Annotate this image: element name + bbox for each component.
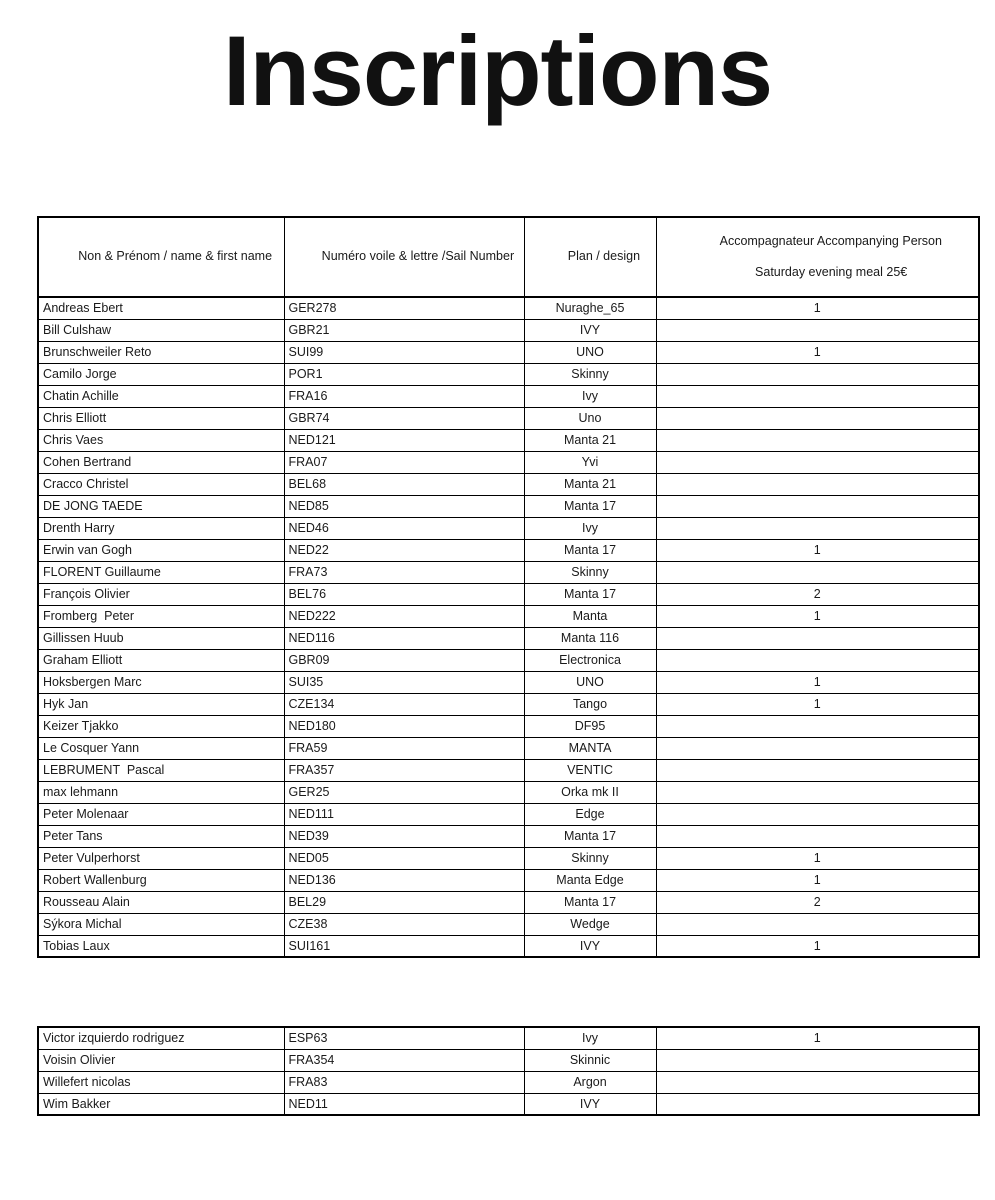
cell-sail-number: GBR09	[284, 649, 524, 671]
cell-plan: Manta 17	[524, 583, 656, 605]
cell-plan: Tango	[524, 693, 656, 715]
cell-plan: Manta Edge	[524, 869, 656, 891]
cell-accompanying: 1	[656, 847, 979, 869]
cell-accompanying	[656, 363, 979, 385]
cell-plan: Ivy	[524, 385, 656, 407]
col-header-sail-number	[284, 217, 524, 297]
table-row	[38, 473, 979, 495]
table-row	[38, 319, 979, 341]
inscriptions-table	[37, 216, 980, 958]
table-row	[38, 605, 979, 627]
table-row	[38, 385, 979, 407]
cell-sail-number: NED05	[284, 847, 524, 869]
cell-plan: Manta 17	[524, 539, 656, 561]
cell-name: Tobias Laux	[38, 935, 284, 957]
table-row	[38, 715, 979, 737]
cell-sail-number: BEL76	[284, 583, 524, 605]
cell-name: FLORENT Guillaume	[38, 561, 284, 583]
cell-plan: DF95	[524, 715, 656, 737]
cell-accompanying	[656, 451, 979, 473]
cell-sail-number: NED111	[284, 803, 524, 825]
col-header-accompanying	[656, 217, 979, 297]
cell-accompanying	[656, 715, 979, 737]
col-header-accompanying-line2: Saturday evening meal 25€	[755, 264, 908, 279]
cell-name: Chatin Achille	[38, 385, 284, 407]
cell-name: Keizer Tjakko	[38, 715, 284, 737]
cell-plan: Yvi	[524, 451, 656, 473]
table-header	[38, 217, 979, 297]
cell-plan: Manta	[524, 605, 656, 627]
cell-sail-number: GER278	[284, 297, 524, 319]
cell-accompanying: 1	[656, 935, 979, 957]
cell-name: Hyk Jan	[38, 693, 284, 715]
cell-name: Cohen Bertrand	[38, 451, 284, 473]
cell-accompanying: 1	[656, 671, 979, 693]
table-row	[38, 407, 979, 429]
cell-plan: Skinny	[524, 561, 656, 583]
table-row	[38, 913, 979, 935]
cell-sail-number: FRA07	[284, 451, 524, 473]
table-row	[38, 583, 979, 605]
cell-plan: Ivy	[524, 1027, 656, 1049]
table-row	[38, 935, 979, 957]
cell-plan: Edge	[524, 803, 656, 825]
cell-plan: Skinnic	[524, 1049, 656, 1071]
cell-accompanying	[656, 759, 979, 781]
table-row	[38, 363, 979, 385]
cell-plan: IVY	[524, 319, 656, 341]
cell-accompanying: 1	[656, 1027, 979, 1049]
cell-name: Fromberg Peter	[38, 605, 284, 627]
table-body-continued	[38, 1027, 979, 1115]
cell-name: Willefert nicolas	[38, 1071, 284, 1093]
cell-plan: IVY	[524, 935, 656, 957]
table-row	[38, 451, 979, 473]
table-row	[38, 1071, 979, 1093]
cell-name: Voisin Olivier	[38, 1049, 284, 1071]
cell-plan: UNO	[524, 671, 656, 693]
table-row	[38, 517, 979, 539]
table-row	[38, 759, 979, 781]
cell-name: Camilo Jorge	[38, 363, 284, 385]
table-row	[38, 627, 979, 649]
cell-accompanying	[656, 407, 979, 429]
cell-name: DE JONG TAEDE	[38, 495, 284, 517]
cell-name: Erwin van Gogh	[38, 539, 284, 561]
cell-plan: Skinny	[524, 847, 656, 869]
cell-sail-number: FRA59	[284, 737, 524, 759]
cell-accompanying	[656, 561, 979, 583]
cell-accompanying: 2	[656, 891, 979, 913]
cell-plan: Manta 17	[524, 495, 656, 517]
cell-accompanying: 1	[656, 693, 979, 715]
cell-sail-number: SUI99	[284, 341, 524, 363]
table-row	[38, 495, 979, 517]
cell-accompanying: 2	[656, 583, 979, 605]
col-header-plan	[524, 217, 656, 297]
cell-sail-number: NED46	[284, 517, 524, 539]
table-row	[38, 781, 979, 803]
cell-plan: Orka mk II	[524, 781, 656, 803]
table-body	[38, 297, 979, 957]
cell-accompanying	[656, 319, 979, 341]
table-row	[38, 297, 979, 319]
cell-plan: Manta 116	[524, 627, 656, 649]
table-row	[38, 847, 979, 869]
cell-sail-number: FRA83	[284, 1071, 524, 1093]
cell-sail-number: SUI35	[284, 671, 524, 693]
cell-sail-number: GER25	[284, 781, 524, 803]
cell-sail-number: GBR74	[284, 407, 524, 429]
cell-accompanying	[656, 429, 979, 451]
cell-name: Peter Tans	[38, 825, 284, 847]
cell-name: Bill Culshaw	[38, 319, 284, 341]
cell-plan: UNO	[524, 341, 656, 363]
cell-sail-number: NED39	[284, 825, 524, 847]
cell-plan: Uno	[524, 407, 656, 429]
cell-name: Drenth Harry	[38, 517, 284, 539]
cell-accompanying	[656, 1071, 979, 1093]
cell-sail-number: FRA16	[284, 385, 524, 407]
cell-name: Gillissen Huub	[38, 627, 284, 649]
cell-name: Andreas Ebert	[38, 297, 284, 319]
table-row	[38, 693, 979, 715]
table-row	[38, 561, 979, 583]
cell-sail-number: NED22	[284, 539, 524, 561]
cell-accompanying	[656, 627, 979, 649]
cell-plan: Argon	[524, 1071, 656, 1093]
cell-accompanying: 1	[656, 297, 979, 319]
cell-name: Robert Wallenburg	[38, 869, 284, 891]
cell-plan: MANTA	[524, 737, 656, 759]
cell-plan: IVY	[524, 1093, 656, 1115]
cell-accompanying: 1	[656, 869, 979, 891]
cell-sail-number: FRA357	[284, 759, 524, 781]
cell-sail-number: FRA354	[284, 1049, 524, 1071]
table-row	[38, 671, 979, 693]
cell-accompanying	[656, 473, 979, 495]
cell-plan: Wedge	[524, 913, 656, 935]
cell-sail-number: GBR21	[284, 319, 524, 341]
table-row	[38, 825, 979, 847]
cell-sail-number: CZE38	[284, 913, 524, 935]
cell-name: François Olivier	[38, 583, 284, 605]
cell-plan: VENTIC	[524, 759, 656, 781]
col-header-name-label: Non & Prénom / name & first name	[78, 249, 273, 264]
cell-name: Wim Bakker	[38, 1093, 284, 1115]
cell-plan: Nuraghe_65	[524, 297, 656, 319]
cell-sail-number: NED85	[284, 495, 524, 517]
header-row	[38, 217, 979, 297]
cell-name: Chris Vaes	[38, 429, 284, 451]
cell-sail-number: BEL29	[284, 891, 524, 913]
table-row	[38, 429, 979, 451]
cell-accompanying	[656, 913, 979, 935]
cell-plan: Manta 17	[524, 825, 656, 847]
col-header-name	[38, 217, 284, 297]
table-row	[38, 649, 979, 671]
cell-plan: Skinny	[524, 363, 656, 385]
cell-name: Hoksbergen Marc	[38, 671, 284, 693]
cell-plan: Ivy	[524, 517, 656, 539]
cell-accompanying: 1	[656, 341, 979, 363]
cell-sail-number: ESP63	[284, 1027, 524, 1049]
table-row	[38, 737, 979, 759]
cell-sail-number: NED136	[284, 869, 524, 891]
cell-accompanying: 1	[656, 539, 979, 561]
cell-accompanying	[656, 825, 979, 847]
cell-name: Sýkora Michal	[38, 913, 284, 935]
cell-name: Peter Molenaar	[38, 803, 284, 825]
cell-accompanying: 1	[656, 605, 979, 627]
cell-sail-number: BEL68	[284, 473, 524, 495]
table-row	[38, 869, 979, 891]
cell-accompanying	[656, 385, 979, 407]
cell-name: Graham Elliott	[38, 649, 284, 671]
cell-accompanying	[656, 1049, 979, 1071]
cell-name: max lehmann	[38, 781, 284, 803]
table-row	[38, 803, 979, 825]
cell-accompanying	[656, 1093, 979, 1115]
cell-accompanying	[656, 781, 979, 803]
cell-accompanying	[656, 517, 979, 539]
cell-accompanying	[656, 803, 979, 825]
table-row	[38, 539, 979, 561]
cell-name: Chris Elliott	[38, 407, 284, 429]
cell-name: LEBRUMENT Pascal	[38, 759, 284, 781]
table-row	[38, 1027, 979, 1049]
table-row	[38, 1049, 979, 1071]
inscriptions-table-continued	[37, 1026, 980, 1116]
cell-sail-number: SUI161	[284, 935, 524, 957]
cell-name: Rousseau Alain	[38, 891, 284, 913]
cell-name: Victor izquierdo rodriguez	[38, 1027, 284, 1049]
table-row	[38, 341, 979, 363]
cell-name: Le Cosquer Yann	[38, 737, 284, 759]
col-header-sail-number-label: Numéro voile & lettre /Sail Number	[321, 249, 515, 264]
cell-sail-number: NED180	[284, 715, 524, 737]
cell-name: Cracco Christel	[38, 473, 284, 495]
cell-sail-number: NED116	[284, 627, 524, 649]
cell-plan: Manta 21	[524, 473, 656, 495]
table-row	[38, 1093, 979, 1115]
page-title: Inscriptions	[222, 15, 773, 126]
cell-sail-number: NED121	[284, 429, 524, 451]
cell-plan: Manta 17	[524, 891, 656, 913]
cell-sail-number: NED11	[284, 1093, 524, 1115]
cell-sail-number: POR1	[284, 363, 524, 385]
col-header-plan-label: Plan / design	[567, 249, 641, 264]
col-header-accompanying-line1: Accompagnateur Accompanying Person	[719, 233, 942, 248]
cell-plan: Manta 21	[524, 429, 656, 451]
cell-accompanying	[656, 737, 979, 759]
cell-plan: Electronica	[524, 649, 656, 671]
cell-accompanying	[656, 649, 979, 671]
cell-sail-number: NED222	[284, 605, 524, 627]
cell-name: Peter Vulperhorst	[38, 847, 284, 869]
table-row	[38, 891, 979, 913]
cell-accompanying	[656, 495, 979, 517]
cell-sail-number: FRA73	[284, 561, 524, 583]
cell-name: Brunschweiler Reto	[38, 341, 284, 363]
cell-sail-number: CZE134	[284, 693, 524, 715]
